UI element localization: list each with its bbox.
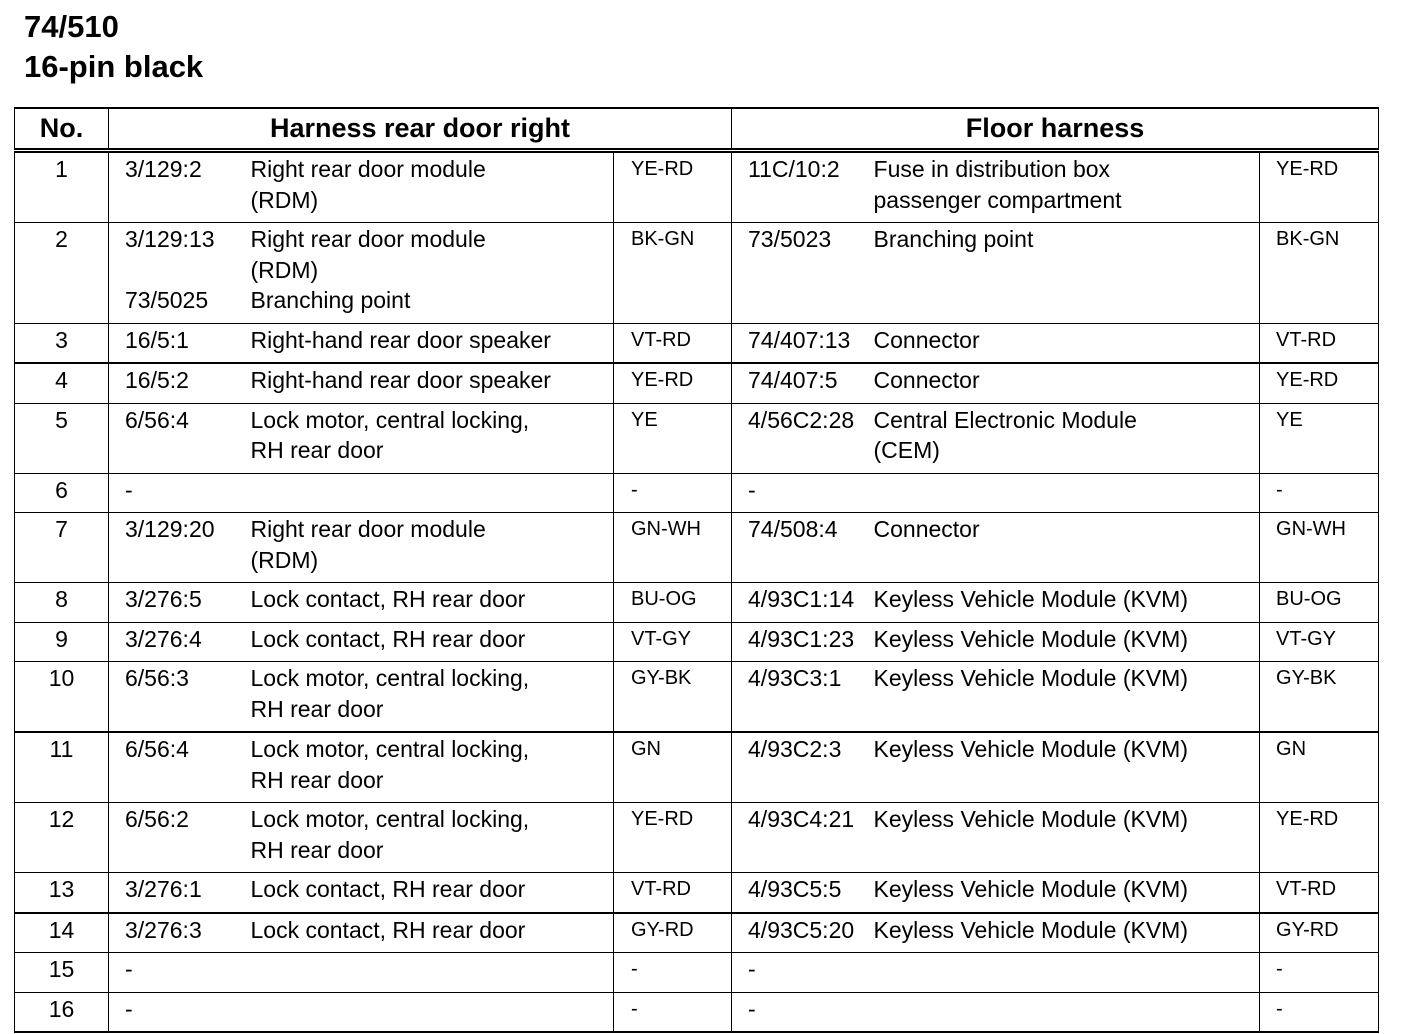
left-terminal: 3/276:5: [125, 586, 202, 612]
left-terminal-cell: [109, 732, 251, 803]
right-component: Keyless Vehicle Module (KVM): [873, 736, 1188, 762]
left-terminal-cell: [109, 583, 251, 623]
right-terminal: 74/407:5: [748, 367, 838, 393]
right-terminal-cell: [732, 622, 874, 662]
left-terminal-cell: [109, 913, 251, 953]
header-no: No.: [15, 108, 109, 151]
right-wire-color: YE-RD: [1260, 803, 1379, 873]
left-terminal-cell: [109, 403, 251, 473]
right-component-cell: [874, 473, 1260, 513]
left-terminal-cell: [109, 953, 251, 993]
left-wire-color: GY-RD: [614, 913, 732, 953]
left-component: Branching point: [250, 287, 411, 313]
left-terminal-cell: [109, 151, 251, 223]
table-row: [15, 583, 1379, 623]
left-terminal: 73/5025: [125, 287, 209, 313]
right-terminal: 73/5023: [748, 226, 832, 252]
right-component-cell: [874, 403, 1260, 473]
left-component-cell: [251, 732, 614, 803]
left-component: Right rear door module: [250, 156, 486, 182]
left-component: (RDM): [250, 186, 319, 213]
right-wire-color: -: [1260, 953, 1379, 993]
right-wire-color: GY-RD: [1260, 913, 1379, 953]
left-terminal-cell: [109, 873, 251, 913]
left-terminal: 3/276:4: [125, 625, 202, 652]
right-terminal-cell: [732, 662, 874, 733]
right-component-cell: [874, 223, 1260, 324]
table-row: [15, 873, 1379, 913]
right-wire-color: BU-OG: [1260, 583, 1379, 623]
right-terminal-cell: [732, 913, 874, 953]
pin-number: 4: [15, 363, 109, 403]
left-component-cell: [251, 583, 614, 623]
right-wire-color: GY-BK: [1260, 662, 1379, 733]
left-wire-color: VT-RD: [614, 323, 732, 363]
left-component-cell: [251, 323, 614, 363]
right-wire-color: VT-RD: [1260, 873, 1379, 913]
left-wire-color: YE-RD: [614, 363, 732, 403]
left-component: Right rear door module: [250, 226, 486, 252]
left-wire-color: GN-WH: [614, 513, 732, 583]
left-terminal-cell: [109, 323, 251, 363]
right-component-cell: [874, 732, 1260, 803]
left-terminal: 3/129:20: [125, 516, 215, 542]
left-wire-color: -: [614, 953, 732, 993]
connector-description: 16-pin black: [24, 49, 204, 84]
left-terminal-cell: [109, 803, 251, 873]
left-wire-color: YE-RD: [614, 803, 732, 873]
left-terminal: 3/276:3: [125, 916, 202, 943]
table-row: [15, 732, 1379, 803]
right-component: Fuse in distribution box: [873, 156, 1111, 182]
right-terminal: 4/56C2:28: [748, 406, 855, 433]
table-row: [15, 953, 1379, 993]
left-terminal: 16/5:2: [125, 367, 189, 393]
left-wire-color: -: [614, 473, 732, 513]
left-terminal: 3/276:1: [125, 876, 202, 902]
table-row: [15, 473, 1379, 513]
right-wire-color: -: [1260, 473, 1379, 513]
left-terminal: 16/5:1: [125, 326, 189, 353]
right-terminal: 4/93C1:14: [748, 586, 855, 612]
left-component: Lock motor, central locking,: [250, 406, 530, 433]
table-row: [15, 622, 1379, 662]
right-wire-color: BK-GN: [1260, 223, 1379, 324]
pin-number: 15: [15, 953, 109, 993]
right-terminal: 4/93C4:21: [748, 806, 855, 832]
left-terminal: -: [125, 995, 133, 1022]
right-wire-color: GN: [1260, 732, 1379, 803]
right-component-cell: [874, 662, 1260, 733]
table-row: [15, 803, 1379, 873]
right-component: Branching point: [873, 226, 1034, 252]
right-terminal-cell: [732, 732, 874, 803]
right-terminal-cell: [732, 403, 874, 473]
right-terminal: 74/407:13: [748, 326, 851, 353]
right-terminal-cell: [732, 583, 874, 623]
left-wire-color: VT-RD: [614, 873, 732, 913]
right-component-cell: [874, 873, 1260, 913]
left-terminal: -: [125, 956, 133, 982]
left-terminal: 6/56:2: [125, 806, 189, 832]
left-terminal: -: [125, 476, 133, 503]
left-terminal-cell: [109, 662, 251, 733]
right-terminal: -: [748, 995, 756, 1022]
right-component: Connector: [873, 367, 980, 393]
right-terminal: 4/93C2:3: [748, 736, 842, 762]
pin-number: 12: [15, 803, 109, 873]
left-terminal-cell: [109, 223, 251, 324]
left-component: Lock contact, RH rear door: [250, 916, 526, 943]
left-terminal-cell: [109, 363, 251, 403]
right-terminal-cell: [732, 151, 874, 223]
right-component: Keyless Vehicle Module (KVM): [873, 665, 1188, 691]
left-terminal: 6/56:4: [125, 406, 189, 433]
left-wire-color: GY-BK: [614, 662, 732, 733]
left-component: Right rear door module: [250, 516, 486, 542]
right-component: Keyless Vehicle Module (KVM): [873, 916, 1188, 943]
left-wire-color: YE: [614, 403, 732, 473]
right-component-cell: [874, 583, 1260, 623]
pin-number: 7: [15, 513, 109, 583]
left-component-cell: [251, 363, 614, 403]
pinout-table: [14, 107, 1379, 1033]
pin-number: 16: [15, 992, 109, 1032]
right-terminal: 74/508:4: [748, 516, 838, 542]
right-component: [874, 475, 1260, 506]
left-terminal: 6/56:3: [125, 665, 189, 691]
right-terminal-cell: [732, 223, 874, 324]
right-terminal: 4/93C5:20: [748, 916, 855, 943]
right-wire-color: YE-RD: [1260, 151, 1379, 223]
right-component-cell: [874, 992, 1260, 1032]
left-component: RH rear door: [250, 437, 384, 463]
left-component-cell: [251, 513, 614, 583]
left-component-cell: [251, 913, 614, 953]
left-component: Lock contact, RH rear door: [250, 625, 526, 652]
left-terminal: 3/129:2: [125, 156, 202, 182]
right-terminal-cell: [732, 513, 874, 583]
left-component-cell: [251, 662, 614, 733]
right-terminal-cell: [732, 873, 874, 913]
right-component-cell: [874, 513, 1260, 583]
right-terminal: -: [748, 476, 756, 503]
left-component: Lock contact, RH rear door: [250, 586, 526, 612]
pin-number: 13: [15, 873, 109, 913]
left-component: RH rear door: [250, 836, 384, 863]
right-component-cell: [874, 622, 1260, 662]
right-wire-color: GN-WH: [1260, 513, 1379, 583]
right-component: Keyless Vehicle Module (KVM): [873, 806, 1188, 832]
left-component: (RDM): [250, 256, 319, 283]
table-row: [15, 323, 1379, 363]
right-component-cell: [874, 363, 1260, 403]
left-component-cell: [251, 473, 614, 513]
left-component: [251, 954, 614, 985]
connector-code: 74/510: [24, 9, 119, 44]
right-wire-color: VT-RD: [1260, 323, 1379, 363]
right-wire-color: YE-RD: [1260, 363, 1379, 403]
pin-number: 8: [15, 583, 109, 623]
pin-number: 10: [15, 662, 109, 733]
right-component: (CEM): [873, 437, 940, 463]
header-row: [15, 108, 1379, 151]
right-component: [874, 954, 1260, 985]
table-row: [15, 513, 1379, 583]
left-wire-color: VT-GY: [614, 622, 732, 662]
left-component: (RDM): [250, 546, 319, 573]
right-terminal: 4/93C3:1: [748, 665, 842, 691]
left-component-cell: [251, 953, 614, 993]
left-component: Right-hand rear door speaker: [250, 367, 551, 393]
right-terminal-cell: [732, 473, 874, 513]
right-component: Keyless Vehicle Module (KVM): [873, 876, 1188, 902]
header-left-harness: Harness rear door right: [109, 108, 732, 151]
table-row: [15, 223, 1379, 324]
right-component: Keyless Vehicle Module (KVM): [873, 625, 1188, 652]
right-terminal: 11C/10:2: [748, 156, 840, 182]
left-wire-color: -: [614, 992, 732, 1032]
left-terminal-cell: [109, 513, 251, 583]
pin-number: 3: [15, 323, 109, 363]
left-wire-color: GN: [614, 732, 732, 803]
left-component-cell: [251, 223, 614, 324]
right-component-cell: [874, 151, 1260, 223]
right-wire-color: -: [1260, 992, 1379, 1032]
right-terminal: 4/93C1:23: [748, 625, 855, 652]
left-wire-color: YE-RD: [614, 151, 732, 223]
right-terminal-cell: [732, 363, 874, 403]
left-terminal-cell: [109, 473, 251, 513]
left-terminal-cell: [109, 622, 251, 662]
pin-number: 11: [15, 732, 109, 803]
right-wire-color: VT-GY: [1260, 622, 1379, 662]
pin-number: 5: [15, 403, 109, 473]
left-component: RH rear door: [250, 766, 384, 793]
pin-number: 1: [15, 151, 109, 223]
right-terminal: -: [748, 956, 756, 982]
table-row: [15, 403, 1379, 473]
right-terminal-cell: [732, 953, 874, 993]
table-row: [15, 992, 1379, 1032]
table-row: [15, 662, 1379, 733]
right-terminal: 4/93C5:5: [748, 876, 842, 902]
left-terminal: 6/56:4: [125, 736, 189, 762]
table-row: [15, 363, 1379, 403]
right-component-cell: [874, 803, 1260, 873]
left-component: Lock contact, RH rear door: [250, 876, 526, 902]
pin-number: 14: [15, 913, 109, 953]
left-component-cell: [251, 403, 614, 473]
right-component: Connector: [873, 326, 980, 353]
right-terminal-cell: [732, 323, 874, 363]
right-component-cell: [874, 323, 1260, 363]
pinout-rows: [15, 151, 1379, 1033]
left-terminal: [125, 255, 251, 286]
left-component: Lock motor, central locking,: [250, 665, 530, 691]
left-component-cell: [251, 873, 614, 913]
left-component-cell: [251, 992, 614, 1032]
right-wire-color: YE: [1260, 403, 1379, 473]
left-component-cell: [251, 803, 614, 873]
right-component: [874, 994, 1260, 1025]
left-component-cell: [251, 622, 614, 662]
left-component: RH rear door: [250, 695, 384, 722]
pin-number: 6: [15, 473, 109, 513]
left-component: Lock motor, central locking,: [250, 806, 530, 832]
left-wire-color: BU-OG: [614, 583, 732, 623]
right-component: passenger compartment: [873, 186, 1122, 213]
left-component: [251, 475, 614, 506]
right-component: Keyless Vehicle Module (KVM): [873, 586, 1188, 612]
right-terminal-cell: [732, 992, 874, 1032]
right-terminal-cell: [732, 803, 874, 873]
left-component-cell: [251, 151, 614, 223]
right-component-cell: [874, 953, 1260, 993]
left-terminal-cell: [109, 992, 251, 1032]
pin-number: 9: [15, 622, 109, 662]
right-component: Central Electronic Module: [873, 406, 1137, 433]
header-right-harness: Floor harness: [732, 108, 1379, 151]
right-component-cell: [874, 913, 1260, 953]
left-wire-color: BK-GN: [614, 223, 732, 324]
left-component: [251, 994, 614, 1025]
pin-number: 2: [15, 223, 109, 324]
left-component: Lock motor, central locking,: [250, 736, 530, 762]
table-row: [15, 913, 1379, 953]
left-terminal: 3/129:13: [125, 226, 215, 252]
table-row: [15, 151, 1379, 223]
right-component: Connector: [873, 516, 980, 542]
left-component: Right-hand rear door speaker: [250, 326, 551, 353]
